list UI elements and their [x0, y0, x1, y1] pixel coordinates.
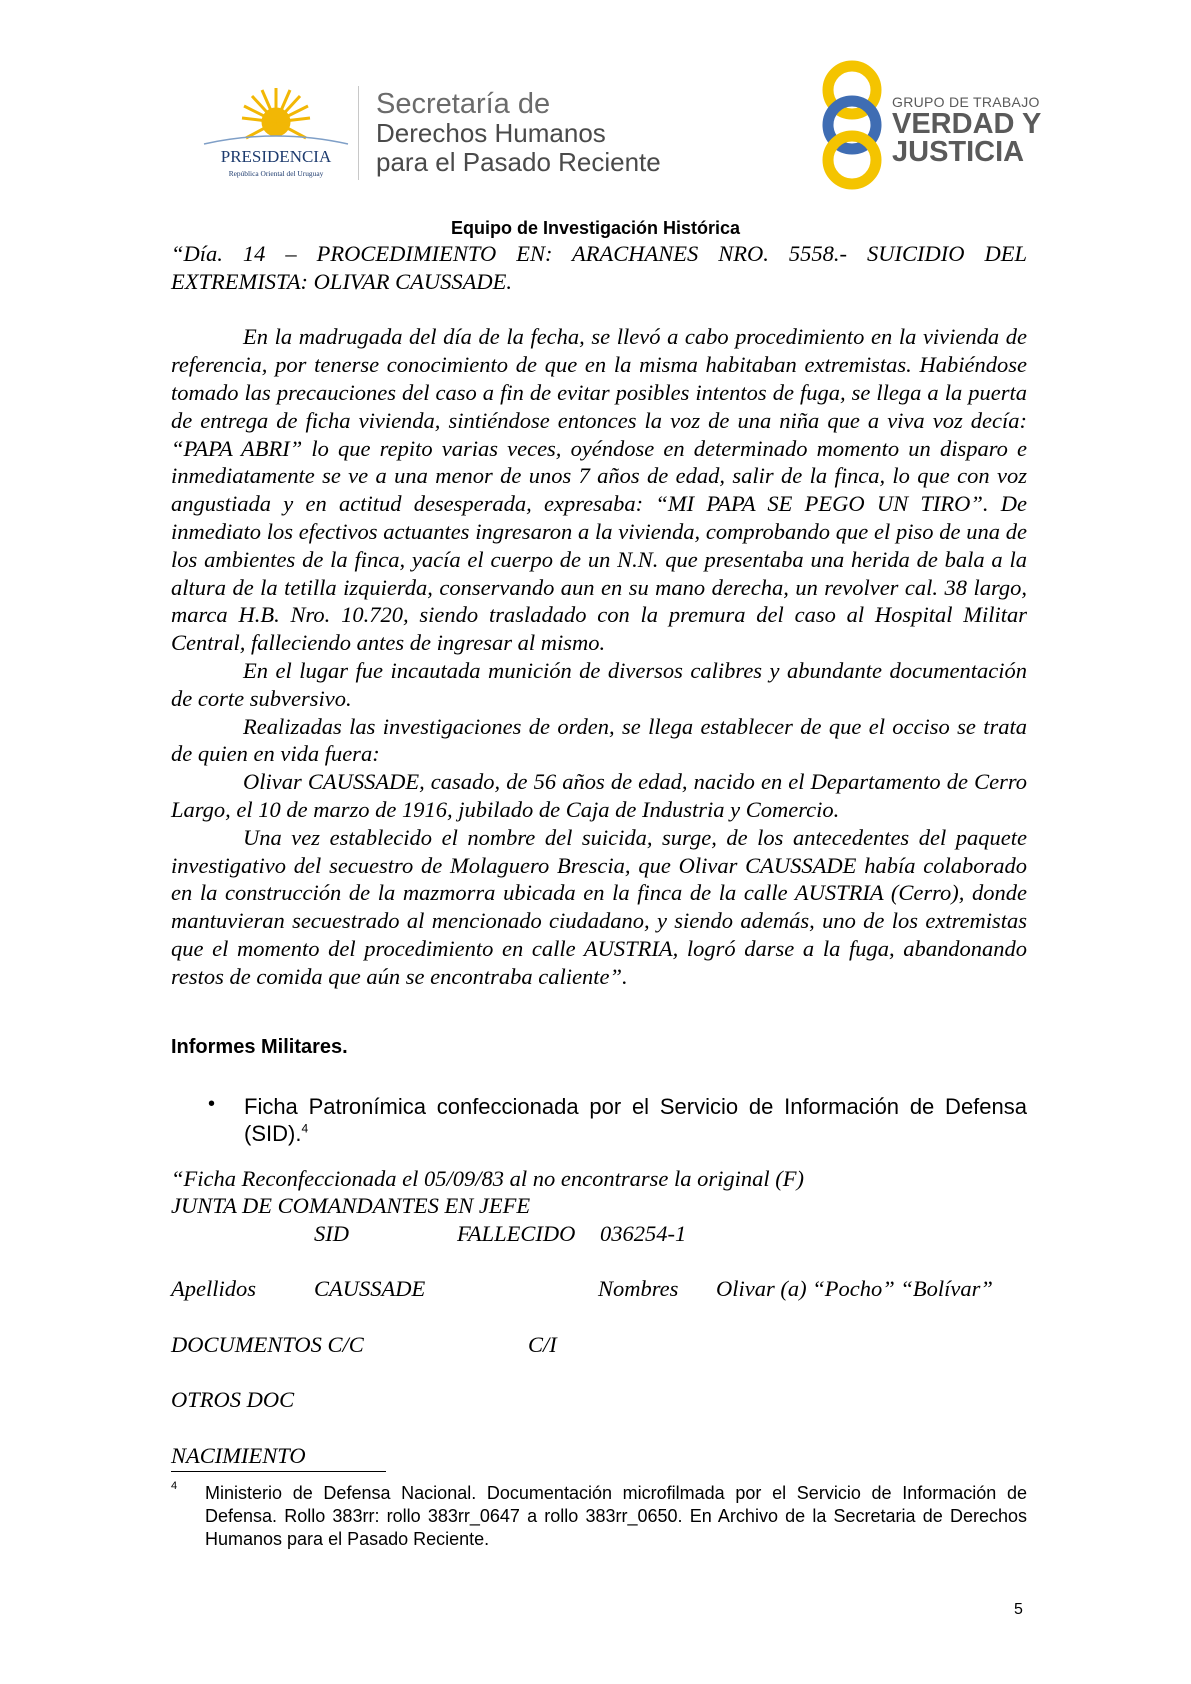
paragraph: En la madrugada del día de la fecha, se llevó a cabo procedimiento en la vivienda de referencia, por tenerse conocimiento de que en la misma habitaban extremistas. Habiéndose tomado las precauciones del caso a fin de evitar posibles intentos de fuga, se llega a la puerta de entrega de ficha vivienda, sintiéndose entonces la voz de una niña que a viva voz decía: “PAPA ABRI” lo que repito varias veces, oyéndose en determinado momento un disparo e inmediatamente se ve a una menor de unos 7 años de edad, salir de la finca, lo que con voz angustiada y en actitud desesperada, expresaba: “MI PAPA SE PEGO UN TIRO”. De inmediato los efectivos actuantes ingresaron a la vivienda, comprobando que el piso de una de los ambientes de la finca, yacía el cuerpo de un N.N. que presentaba una herida de bala a la altura de la tetilla izquierda, conservando aun en su mano derecha, un revolver cal. 38 largo, marca H.B. Nro. 10.720, siendo trasladado con la premura del caso al Hospital Militar Central, falleciendo antes de ingresar al mismo. — [171, 324, 1027, 656]
ficha-number: 036254-1 — [600, 1221, 687, 1246]
linked-rings-icon — [812, 60, 892, 190]
paragraph: Olivar CAUSSADE, casado, de 56 años de edad, nacido en el Departamento de Cerro Largo, el 10 de marzo de 1916, jubilado de Caja de Industria y Comercio. — [171, 769, 1027, 822]
ficha-line1: “Ficha Reconfeccionada el 05/09/83 al no encontrarse la original (F) — [171, 1166, 805, 1191]
nombres-label: Nombres — [598, 1276, 679, 1301]
quoted-report — [171, 240, 1027, 991]
header-divider — [358, 86, 359, 180]
footnote-number: 4 — [171, 1480, 178, 1492]
paragraph: Realizadas las investigaciones de orden, se llega establecer de que el occiso se trata de quien en vida fuera: — [171, 713, 1027, 767]
ficha-sid: SID — [314, 1221, 349, 1246]
presidencia-logo — [196, 82, 356, 182]
page-number: 5 — [1014, 1601, 1023, 1618]
ficha-line2: JUNTA DE COMANDANTES EN JEFE — [171, 1193, 531, 1218]
presidencia-name: PRESIDENCIA — [220, 147, 332, 166]
secretaria-title — [376, 90, 661, 177]
apellidos-value: CAUSSADE — [314, 1276, 426, 1301]
documentos-label: DOCUMENTOS C/C — [171, 1332, 364, 1357]
footnote-text: Ministerio de Defensa Nacional. Documentación microfilmada por el Servicio de Información de Defensa. Rollo 383rr: rollo 383rr_0647 a rollo 383rr_0650. En Archivo de la Secretaria de Derechos Humanos para el Pasado Reciente. — [205, 1483, 1027, 1549]
footnote-separator — [171, 1471, 386, 1472]
presidencia-subtitle: República Oriental del Uruguay — [228, 169, 324, 178]
team-heading: Equipo de Investigación Histórica — [450, 218, 741, 238]
nacimiento-label: NACIMIENTO — [171, 1443, 306, 1468]
otros-doc-label: OTROS DOC — [171, 1387, 295, 1412]
gtvj-line3: JUSTICIA — [892, 136, 1025, 168]
footnote-ref: 4 — [301, 1121, 309, 1136]
secretaria-line2: Derechos Humanos — [376, 118, 606, 148]
paragraph: En el lugar fue incautada munición de diversos calibres y abundante documentación de corte subversivo. — [171, 657, 1027, 711]
gtvj-line1: GRUPO DE TRABAJO — [892, 94, 1040, 110]
paragraph: Una vez establecido el nombre del suicida, surge, de los antecedentes del paquete investigativo del secuestro de Molaguero Brescia, que Olivar CAUSSADE había colaborado en la construcción de la mazmorra ubicada en la finca de la calle AUSTRIA (Cerro), donde mantuvieran secuestrado al mencionado ciudadano, y siendo además, uno de los extremistas que el momento del procedimiento en calle AUSTRIA, logró darse a la fuga, abandonando restos de comida que aún se encontraba caliente”. — [171, 824, 1027, 989]
apellidos-label: Apellidos — [171, 1276, 256, 1301]
bullet-text: Ficha Patronímica confeccionada por el Servicio de Información de Defensa (SID). — [244, 1094, 1027, 1146]
secretaria-line3: para el Pasado Reciente — [376, 147, 661, 177]
sun-icon — [242, 88, 310, 138]
nombres-value: Olivar (a) “Pocho” “Bolívar” — [716, 1276, 993, 1301]
secretaria-line1: Secretaría de — [376, 88, 551, 120]
gtvj-line2: VERDAD Y — [892, 108, 1042, 140]
bullet-item — [244, 1093, 1027, 1147]
bullet-symbol: • — [208, 1093, 216, 1115]
section-heading: Informes Militares. — [171, 1036, 348, 1058]
report-title: “Día. 14 – PROCEDIMIENTO EN: ARACHANES NRO. 5558.- SUICIDIO DEL EXTREMISTA: OLIVAR CAUSSADE. — [171, 241, 1027, 294]
gtvj-logo-text — [892, 94, 1041, 166]
ci-label: C/I — [528, 1332, 557, 1357]
ficha-fallecido: FALLECIDO — [457, 1221, 576, 1246]
